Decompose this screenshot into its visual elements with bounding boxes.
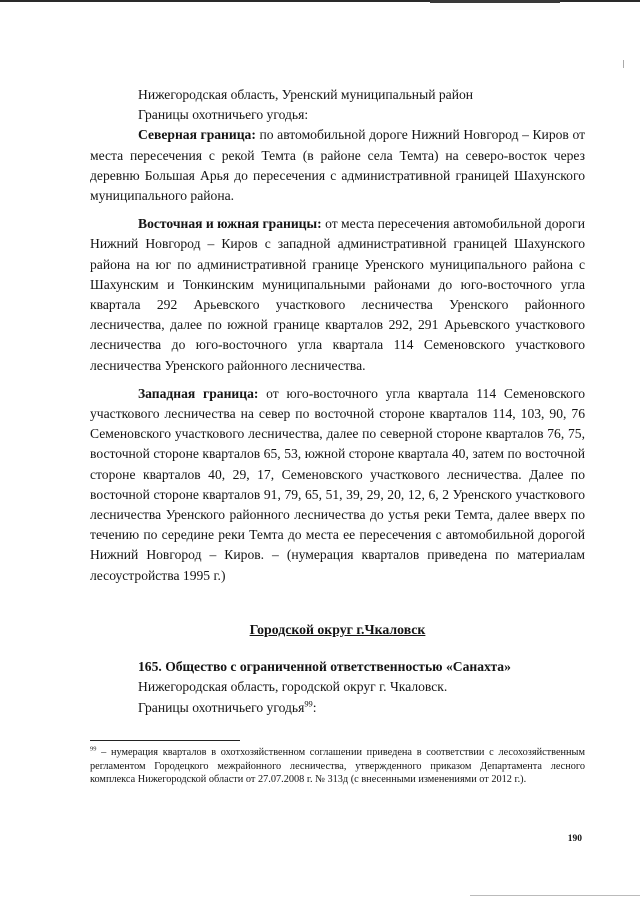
borders-intro: Границы охотничьего угодья:: [138, 107, 309, 123]
section-heading: Городской округ г.Чкаловск: [249, 622, 426, 637]
organization-location: Нижегородская область, городской округ г. Чкаловск.: [138, 679, 448, 695]
organization-title: 165. Общество с ограниченной ответственностью «Санахта»: [138, 659, 511, 674]
borders-intro-colon: :: [312, 699, 317, 715]
east-south-border-label: Восточная и южная границы:: [138, 216, 322, 232]
district-location: Нижегородская область, Уренский муниципальный район: [138, 87, 474, 102]
east-south-border-text: от места пересечения автомобильной дороги Нижний Новгород – Киров с западной административной границей Шахунского района на юг по административной границе Уренского муниципального района с Шахунским и Тонкинским муниципальными районами до юго-восточного угла квартала 292 Арьевского участкового лесничества Уренского районного лесничества, далее по южной границе кварталов 292, 291 Арьевского участкового лесничества до юго-восточного угла квартала 114 Семеновского участкового лесничества Уренского районного лесничества.: [90, 216, 586, 373]
footnote: [90, 746, 585, 787]
western-border-label: Западная граница:: [138, 385, 259, 401]
western-border-text: от юго-восточного угла квартала 114 Семеновского участкового лесничества на север по восточной стороне кварталов 114, 103, 90, 76 Семеновского участкового лесничества, далее по северной стороне кварталов 76, 75, восточной стороне кварталов 65, 53, южной стороне квартала 40, затем по восточной стороне кварталов 40, 29, 17, Семеновского участкового лесничества. Далее по восточной стороне кварталов 91, 79, 65, 51, 39, 29, 20, 12, 6, 2 Уренского участкового лесничества Уренского районного лесничества до устья реки Темта, далее вверх по течению по середине реки Темта до места ее пересечения с автомобильной дорогой Нижний Новгород – Киров. – (нумерация кварталов приведена по материалам лесоустройства 1995 г.): [90, 385, 585, 583]
western-border-paragraph: [90, 384, 585, 586]
northern-border-paragraph: [90, 125, 585, 206]
east-south-border-paragraph: [90, 214, 585, 376]
page-number: 190: [567, 834, 582, 844]
footnote-number: 99: [90, 745, 97, 753]
scan-edge-bottom: [470, 895, 640, 896]
footnote-reference: 99: [304, 698, 313, 709]
scan-edge-top-dark: [430, 0, 560, 3]
footnote-text: – нумерация кварталов в охотхозяйственном соглашении приведена в соответствии с лесохозяйственным регламентом Городецкого межрайонного лесничества, утвержденного приказом Департамента лесного комплекса Нижегородской области от 27.07.2008 г. № 313д (с внесенными изменениями от 2012 г.).: [90, 747, 585, 786]
scan-artifact: [623, 60, 624, 68]
organization-entry: [90, 657, 585, 718]
footnote-divider: [90, 740, 240, 741]
northern-border-text: по автомобильной дороге Нижний Новгород – Киров от места пересечения с рекой Темта (в районе села Темта) на северо-восток через деревню Большая Арья до пересечения с административной границей Шахунского муниципального района.: [90, 127, 586, 204]
hunting-ground-borders: [90, 85, 585, 586]
northern-border-label: Северная граница:: [138, 127, 256, 143]
organization-borders-intro: [90, 698, 585, 718]
borders-intro-text: Границы охотничьего угодья: [138, 699, 305, 715]
footnote-paragraph: [90, 746, 585, 787]
